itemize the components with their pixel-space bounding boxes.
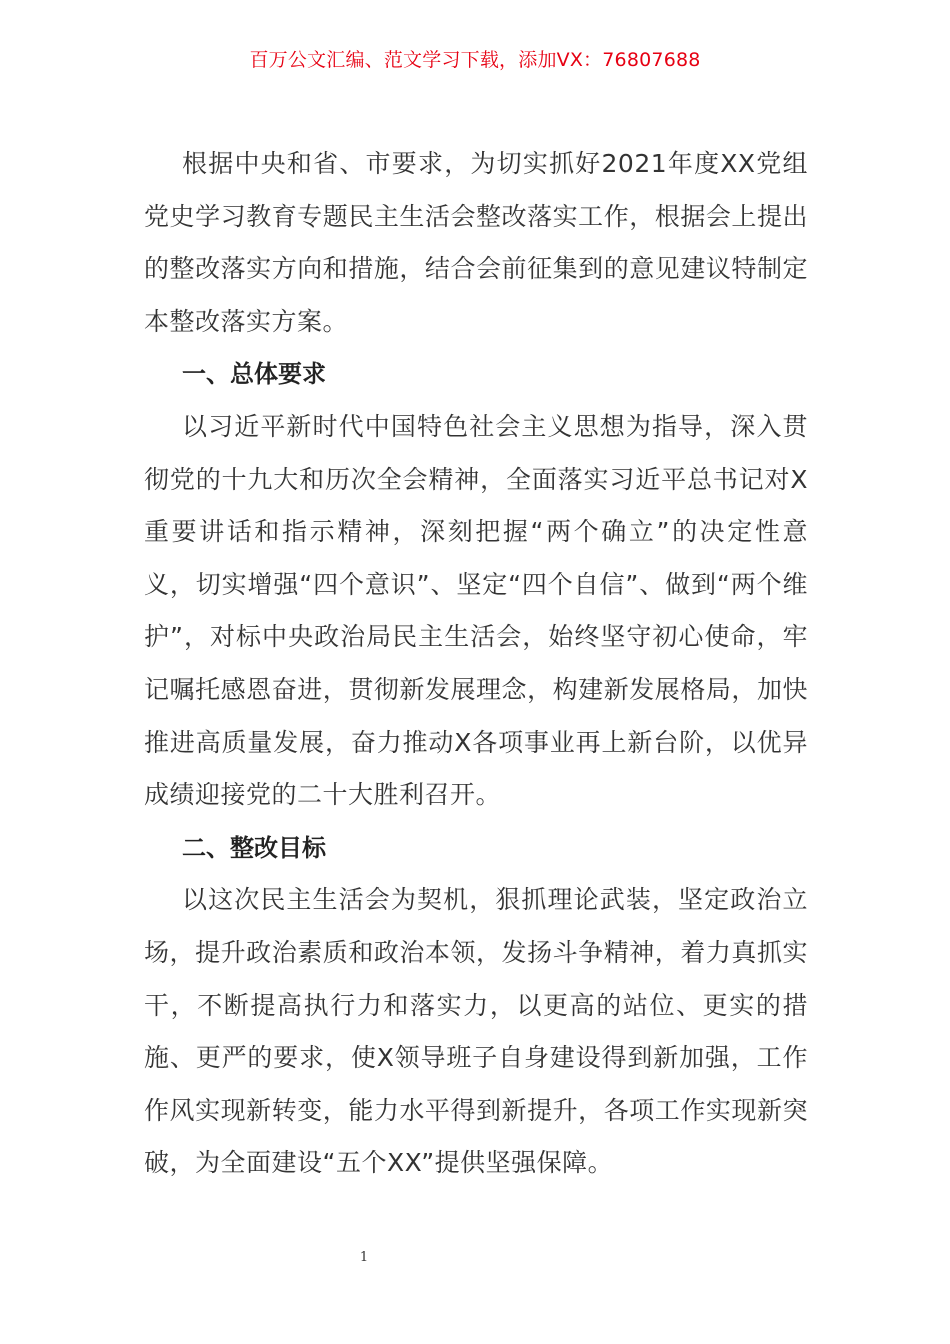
section-paragraph-rectification-goals: 以这次民主生活会为契机，狠抓理论武装，坚定政治立场，提升政治素质和政治本领，发扬斗争精神，着力真抓实干，不断提高执行力和落实力，以更高的站位、更实的措施、更严的要求，使X领导班子自身建设得到新加强，工作作风实现新转变，能力水平得到新提升，各项工作实现新突破，为全面建设“五个XX”提供坚强保障。	[144, 885, 808, 1178]
section-paragraph-general-requirements: 以习近平新时代中国特色社会主义思想为指导，深入贯彻党的十九大和历次全会精神，全面落实习近平总书记对X重要讲话和指示精神，深刻把握“两个确立”的决定性意义，切实增强“四个意识”、坚定“四个自信”、做到“两个维护”，对标中央政治局民主生活会，始终坚守初心使命，牢记嘱托感恩奋进，贯彻新发展理念，构建新发展格局，加快推进高质量发展，奋力推动X各项事业再上新台阶，以优异成绩迎接党的二十大胜利召开。	[144, 411, 808, 810]
section-heading-rectification-goals: 二、整改目标	[182, 833, 326, 862]
document-body	[144, 138, 808, 1190]
watermark-header: 百万公文汇编、范文学习下载，添加VX：76807688	[249, 49, 701, 71]
intro-paragraph: 根据中央和省、市要求，为切实抓好2021年度XX党组党史学习教育专题民主生活会整改落实工作，根据会上提出的整改落实方向和措施，结合会前征集到的意见建议特制定本整改落实方案。	[144, 149, 808, 336]
page-number: 1	[359, 1250, 369, 1265]
section-heading-general-requirements: 一、总体要求	[182, 360, 326, 389]
